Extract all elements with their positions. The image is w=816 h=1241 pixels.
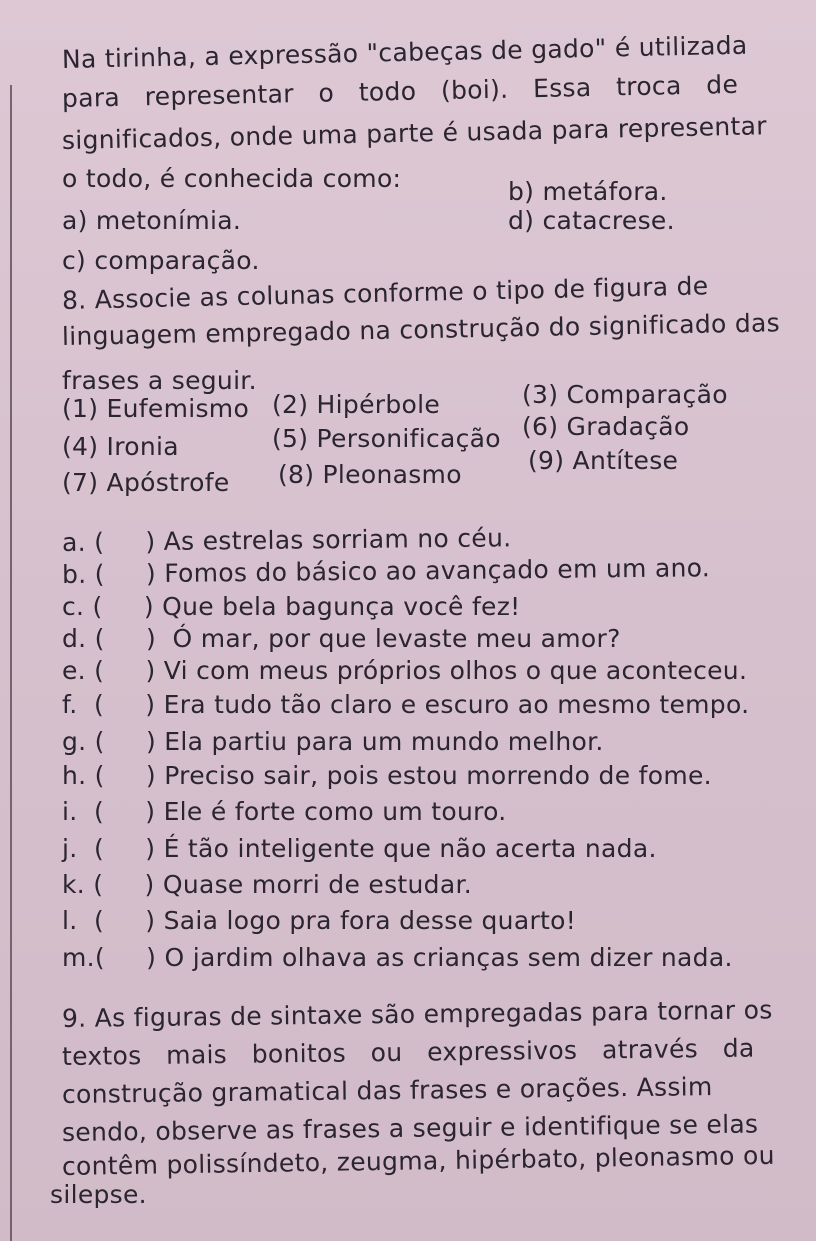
q8-item-e: e. ( ) Vi com meus próprios olhos o que aconteceu. bbox=[62, 656, 748, 685]
q8-item-h: h. ( ) Preciso sair, pois estou morrendo de fome. bbox=[62, 761, 712, 790]
q8-line-3: frases a seguir. bbox=[62, 366, 257, 395]
q8-line-1: 8. Associe as colunas conforme o tipo de figura de bbox=[61, 271, 709, 315]
q7-option-a: a) metonímia. bbox=[62, 206, 242, 235]
q7-option-c: c) comparação. bbox=[62, 246, 260, 275]
q9-line-1: 9. As figuras de sintaxe são empregadas para tornar os bbox=[61, 995, 773, 1033]
figure-3: (3) Comparação bbox=[522, 380, 728, 409]
figure-7: (7) Apóstrofe bbox=[62, 468, 230, 497]
figure-6: (6) Gradação bbox=[522, 412, 690, 441]
figure-8: (8) Pleonasmo bbox=[278, 460, 462, 489]
q7-option-b: b) metáfora. bbox=[508, 177, 668, 206]
q8-item-j: j. ( ) É tão inteligente que não acerta nada. bbox=[62, 834, 657, 863]
figure-2: (2) Hipérbole bbox=[272, 390, 441, 419]
q7-line-3: significados, onde uma parte é usada para representar bbox=[61, 111, 768, 155]
q9-line-5: contêm polissíndeto, zeugma, hipérbato, pleonasmo ou bbox=[61, 1140, 775, 1181]
q8-item-k: k. ( ) Quase morri de estudar. bbox=[62, 870, 472, 899]
q8-item-b: b. ( ) Fomos do básico ao avançado em um ano. bbox=[61, 553, 711, 589]
q7-option-d: d) catacrese. bbox=[508, 206, 675, 235]
q8-item-i: i. ( ) Ele é forte como um touro. bbox=[62, 797, 507, 826]
figure-5: (5) Personificação bbox=[272, 424, 501, 453]
margin-line bbox=[10, 85, 12, 1241]
q8-item-a: a. ( ) As estrelas sorriam no céu. bbox=[61, 523, 512, 557]
q7-line-1: Na tirinha, a expressão "cabeças de gado" é utilizada bbox=[61, 30, 748, 74]
q8-item-c: c. ( ) Que bela bagunça você fez! bbox=[62, 592, 521, 621]
q8-item-f: f. ( ) Era tudo tão claro e escuro ao mesmo tempo. bbox=[62, 690, 750, 719]
q8-line-2: linguagem empregado na construção do significado das bbox=[61, 308, 781, 351]
figure-1: (1) Eufemismo bbox=[62, 394, 250, 423]
q8-item-m: m.( ) O jardim olhava as crianças sem dizer nada. bbox=[62, 943, 733, 972]
q7-line-2: para representar o todo (boi). Essa troca de bbox=[61, 69, 739, 113]
q8-item-g: g. ( ) Ela partiu para um mundo melhor. bbox=[62, 727, 604, 756]
q9-line-4: sendo, observe as frases a seguir e identifique se elas bbox=[61, 1109, 759, 1147]
q8-item-d: d. ( ) Ó mar, por que levaste meu amor? bbox=[62, 624, 621, 653]
q7-line-4: o todo, é conhecida como: bbox=[62, 164, 402, 193]
q9-line-6: silepse. bbox=[50, 1180, 147, 1209]
q9-line-3: construção gramatical das frases e orações. Assim bbox=[61, 1072, 713, 1109]
figure-9: (9) Antítese bbox=[528, 446, 679, 475]
figure-4: (4) Ironia bbox=[62, 432, 179, 461]
q9-line-2: textos mais bonitos ou expressivos através da bbox=[61, 1033, 755, 1071]
q8-item-l: l. ( ) Saia logo pra fora desse quarto! bbox=[62, 906, 577, 935]
